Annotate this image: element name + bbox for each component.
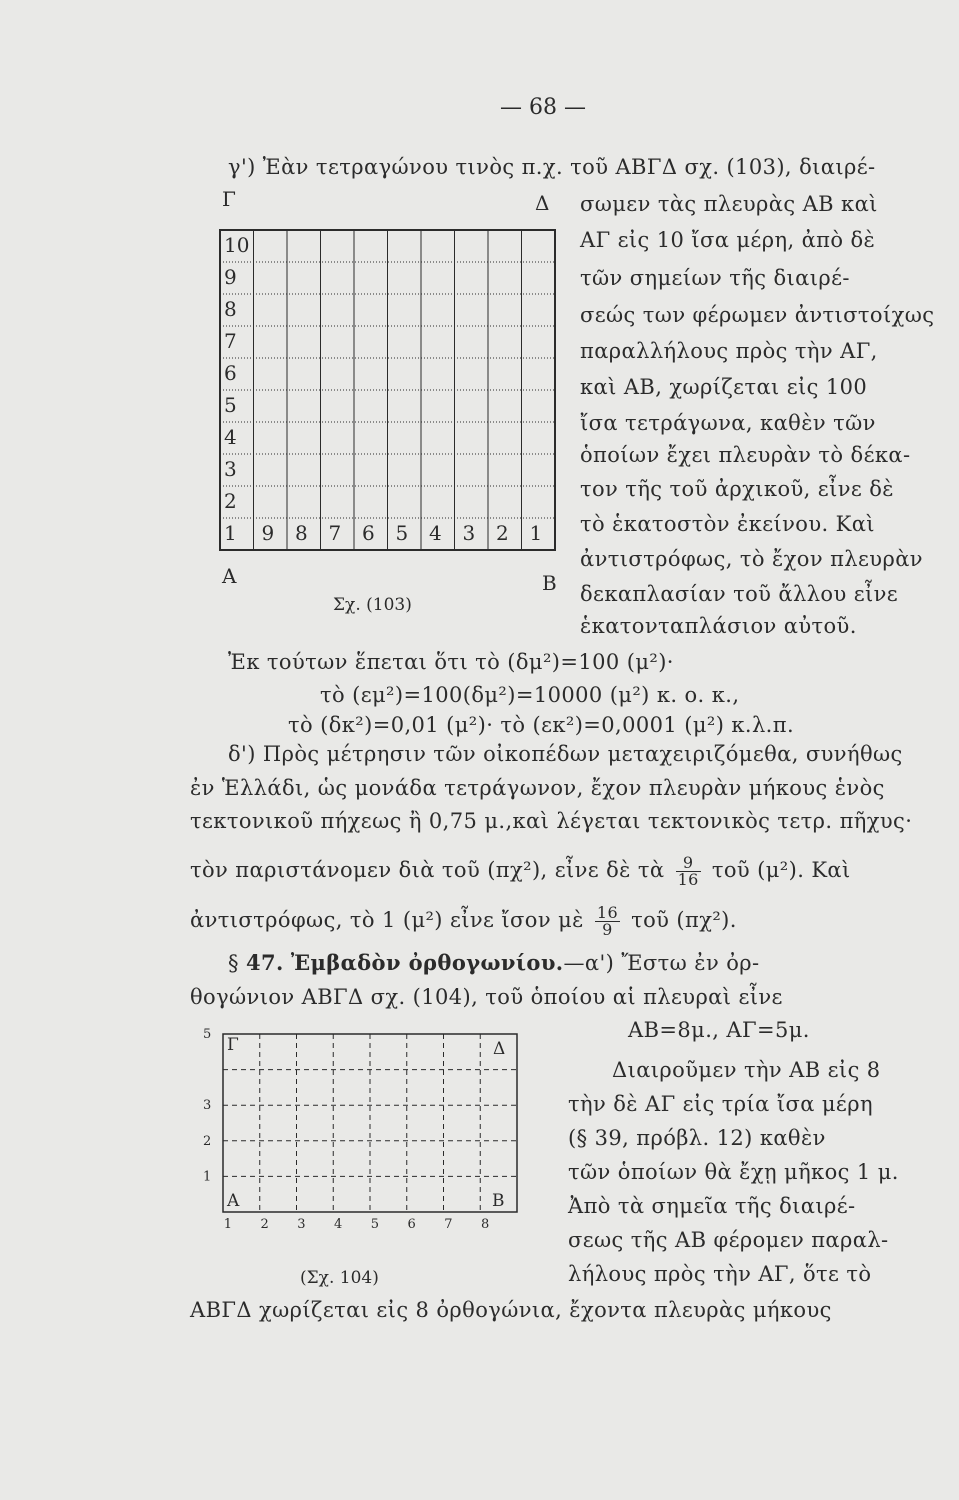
figure-103 bbox=[210, 185, 570, 625]
right-line: (§ 39, πρόβλ. 12) καθὲν bbox=[568, 1126, 826, 1150]
side-line: δεκαπλασίαν τοῦ ἄλλου εἶνε bbox=[580, 582, 899, 606]
fig103-corner-gamma: Γ bbox=[222, 187, 236, 211]
section-47-line-3: ΑΒ=8μ., ΑΓ=5μ. bbox=[628, 1018, 810, 1042]
last-line: ΑΒΓΔ χωρίζεται εἰς 8 ὀρθογώνια, ἔχοντα πλευρὰς μήκους bbox=[190, 1298, 832, 1322]
equation-line-2: τὸ (εμ²)=100(δμ²)=10000 (μ²) κ. ο. κ., bbox=[320, 683, 740, 707]
fig104-column-label: 5 bbox=[370, 1217, 380, 1232]
side-line: ὁποίων ἔχει πλευρὰν τὸ δέκα- bbox=[580, 443, 911, 467]
fig103-corner-beta: Β bbox=[542, 571, 557, 595]
para-delta-line-3: τεκτονικοῦ πήχεως ἢ 0,75 μ.,καὶ λέγεται τεκτονικὸς τετρ. πῆχυς· bbox=[190, 809, 913, 833]
fig103-column-label: 9 bbox=[261, 521, 275, 545]
right-line: Διαιροῦμεν τὴν ΑΒ εἰς 8 bbox=[612, 1058, 881, 1082]
fig103-row-label: 1 bbox=[224, 521, 237, 545]
fig103-row-label: 9 bbox=[224, 265, 237, 289]
section-number: 47. bbox=[245, 950, 284, 975]
fig104-row-label: 1 bbox=[203, 1169, 212, 1185]
fig104-caption: (Σχ. 104) bbox=[300, 1268, 379, 1288]
section-47-heading bbox=[228, 950, 759, 975]
para-delta-line-1: δ') Πρὸς μέτρησιν τῶν οἰκοπέδων μεταχειριζόμεθα, συνήθως bbox=[228, 742, 903, 766]
side-line: τὸ ἑκατοστὸν ἐκείνου. Καὶ bbox=[580, 512, 875, 536]
fig103-row-label: 10 bbox=[224, 233, 250, 257]
fig104-corner-beta: Β bbox=[492, 1191, 505, 1211]
fig103-row-label: 6 bbox=[224, 361, 237, 385]
fig104-corner-gamma: Γ bbox=[227, 1035, 239, 1055]
fig103-column-label: 6 bbox=[362, 521, 375, 545]
frac2-num: 16 bbox=[596, 903, 619, 922]
section-title: Ἐμβαδὸν ὀρθογωνίου. bbox=[290, 950, 564, 975]
fig103-column-label: 2 bbox=[496, 521, 509, 545]
fig103-row-label: 3 bbox=[224, 457, 237, 481]
fig104-corner-delta: Δ bbox=[493, 1039, 506, 1059]
fig103-column-label: 7 bbox=[328, 521, 342, 545]
fig103-column-label: 8 bbox=[295, 521, 308, 545]
fig104-row-label: 5 bbox=[203, 1027, 212, 1042]
fig104-outer-rectangle bbox=[223, 1034, 517, 1212]
para-delta-line-2: ἐν Ἑλλάδι, ὡς μονάδα τετράγωνον, ἔχον πλευρὰν μήκους ἑνὸς bbox=[190, 776, 885, 800]
fig104-row-label: 2 bbox=[203, 1133, 212, 1149]
fig104-corner-alpha: Α bbox=[227, 1191, 240, 1211]
fig104-column-label: 7 bbox=[444, 1217, 453, 1232]
side-line: ἑκατονταπλάσιον αὐτοῦ. bbox=[580, 614, 857, 638]
section-sign: § bbox=[228, 951, 239, 975]
line4-after: τοῦ (μ²). Καὶ bbox=[711, 858, 851, 882]
fig103-column-label: 4 bbox=[429, 521, 442, 545]
side-line: σεώς των φέρωμεν ἀντιστοίχως bbox=[580, 303, 935, 327]
page-number: — 68 — bbox=[500, 95, 586, 120]
fraction-16-9 bbox=[595, 905, 620, 938]
fig104-column-label: 6 bbox=[407, 1217, 416, 1232]
para-gamma-first-line: γ') Ἐὰν τετραγώνου τινὸς π.χ. τοῦ ΑΒΓΔ σχ. (103), διαιρέ- bbox=[228, 155, 876, 179]
equation-line-1: Ἐκ τούτων ἕπεται ὅτι τὸ (δμ²)=100 (μ²)· bbox=[228, 650, 674, 674]
side-line: παραλλήλους πρὸς τὴν ΑΓ, bbox=[580, 339, 878, 363]
fig103-row-label: 8 bbox=[224, 297, 237, 321]
fig103-column-label: 5 bbox=[395, 521, 409, 545]
line4-before: τὸν παριστάνομεν διὰ τοῦ (πχ²), εἶνε δὲ τὰ bbox=[190, 858, 665, 882]
para-delta-line-5 bbox=[190, 905, 737, 938]
fig104-column-label: 2 bbox=[260, 1217, 269, 1232]
side-line: ἴσα τετράγωνα, καθὲν τῶν bbox=[580, 411, 876, 435]
fig103-row-label: 4 bbox=[224, 425, 237, 449]
equation-line-3: τὸ (δκ²)=0,01 (μ²)· τὸ (εκ²)=0,0001 (μ²) κ.λ.π. bbox=[288, 713, 795, 737]
line5-before: ἀντιστρόφως, τὸ 1 (μ²) εἶνε ἴσον μὲ bbox=[190, 908, 584, 932]
fig103-corner-delta: Δ bbox=[535, 191, 550, 215]
side-line: ἀντιστρόφως, τὸ ἔχον πλευρὰν bbox=[580, 547, 923, 571]
fig103-column-label: 3 bbox=[462, 521, 476, 545]
fig104-column-label: 8 bbox=[481, 1217, 490, 1232]
fig103-caption: Σχ. (103) bbox=[333, 595, 412, 615]
side-line: σωμεν τὰς πλευρὰς ΑΒ καὶ bbox=[580, 192, 878, 216]
fig104-column-label: 4 bbox=[334, 1217, 343, 1232]
side-line: ΑΓ εἰς 10 ἴσα μέρη, ἀπὸ δὲ bbox=[580, 228, 876, 252]
fig103-column-label: 1 bbox=[529, 521, 543, 545]
frac1-num: 9 bbox=[676, 855, 701, 872]
side-line: καὶ ΑΒ, χωρίζεται εἰς 100 bbox=[580, 375, 868, 399]
right-line: τῶν ὁποίων θὰ ἔχῃ μῆκος 1 μ. bbox=[568, 1160, 899, 1184]
fig104-column-label: 1 bbox=[223, 1217, 233, 1232]
section-47-line-2: θογώνιον ΑΒΓΔ σχ. (104), τοῦ ὁποίου αἱ πλευραὶ εἶνε bbox=[190, 985, 783, 1009]
fig103-row-label: 5 bbox=[224, 393, 237, 417]
section-rest: —α') Ἔστω ἐν ὀρ- bbox=[563, 951, 760, 975]
para-delta-line-4 bbox=[190, 855, 851, 888]
side-line: τον τῆς τοῦ ἀρχικοῦ, εἶνε δὲ bbox=[580, 477, 894, 501]
fig103-row-label: 7 bbox=[224, 329, 237, 353]
fig104-column-label: 3 bbox=[297, 1217, 306, 1232]
fig104-row-label: 3 bbox=[203, 1098, 212, 1114]
line5-after: τοῦ (πχ²). bbox=[631, 908, 737, 932]
right-line: σεως τῆς ΑΒ φέρομεν παραλ- bbox=[568, 1228, 889, 1252]
right-line: λήλους πρὸς τὴν ΑΓ, ὅτε τὸ bbox=[568, 1262, 872, 1286]
right-line: Ἀπὸ τὰ σημεῖα τῆς διαιρέ- bbox=[568, 1194, 856, 1218]
figure-104 bbox=[195, 1020, 525, 1290]
fraction-9-16 bbox=[676, 855, 701, 888]
side-line: τῶν σημείων τῆς διαιρέ- bbox=[580, 266, 850, 290]
frac1-den: 16 bbox=[677, 870, 699, 889]
right-line: τὴν δὲ ΑΓ εἰς τρία ἴσα μέρη bbox=[568, 1092, 873, 1116]
frac2-den: 9 bbox=[602, 920, 613, 939]
fig103-corner-alpha: Α bbox=[222, 564, 237, 588]
fig103-row-label: 2 bbox=[224, 489, 237, 513]
